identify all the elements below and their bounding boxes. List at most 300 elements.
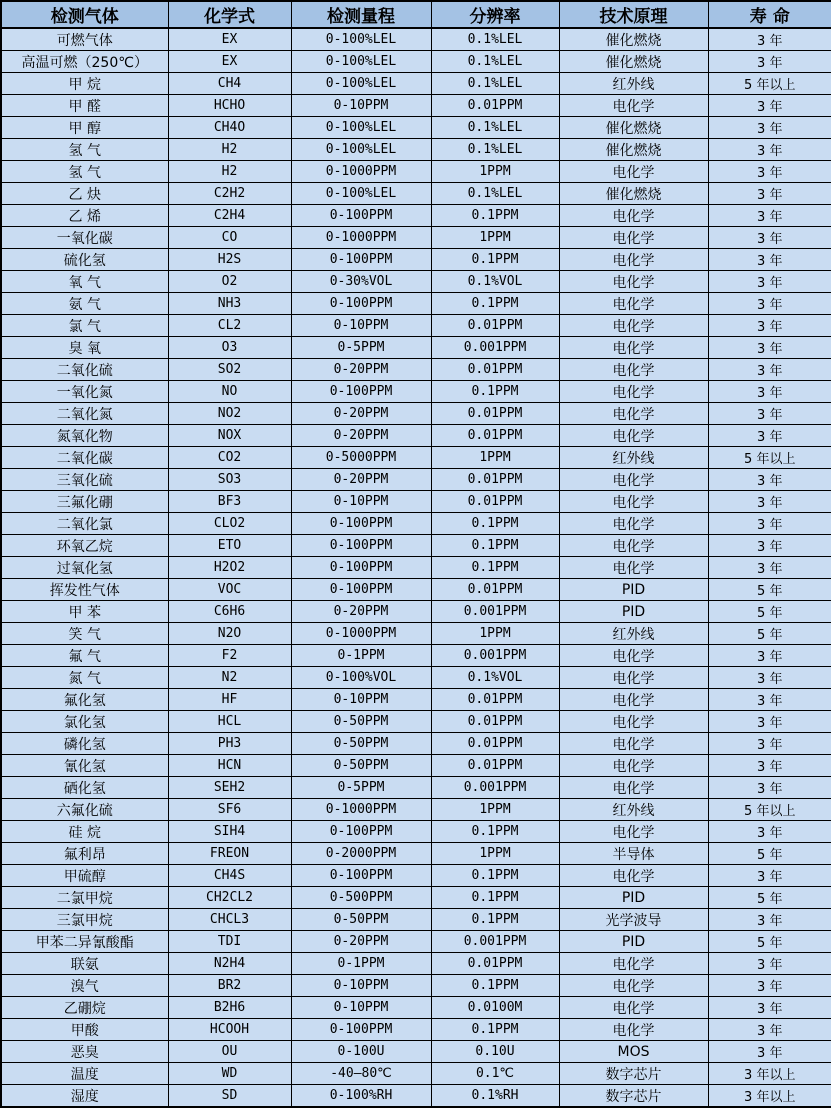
cell-resolution: 0.1%LEL bbox=[431, 183, 559, 205]
cell-gas-name: 过氧化氢 bbox=[1, 557, 168, 579]
cell-lifespan: 3 年 bbox=[708, 491, 831, 513]
cell-gas-name: 二氯甲烷 bbox=[1, 887, 168, 909]
cell-resolution: 0.1PPM bbox=[431, 821, 559, 843]
cell-chemical-formula: EX bbox=[168, 28, 291, 51]
cell-detection-range: 0-100PPM bbox=[291, 293, 431, 315]
cell-gas-name: 甲酸 bbox=[1, 1019, 168, 1041]
cell-technology: 电化学 bbox=[559, 469, 708, 491]
cell-chemical-formula: CO bbox=[168, 227, 291, 249]
cell-technology: 电化学 bbox=[559, 249, 708, 271]
cell-lifespan: 3 年 bbox=[708, 469, 831, 491]
table-row bbox=[1, 1085, 831, 1108]
table-row bbox=[1, 601, 831, 623]
cell-resolution: 1PPM bbox=[431, 799, 559, 821]
cell-technology: 电化学 bbox=[559, 667, 708, 689]
cell-technology: 半导体 bbox=[559, 843, 708, 865]
cell-technology: 红外线 bbox=[559, 799, 708, 821]
cell-detection-range: 0-100PPM bbox=[291, 381, 431, 403]
cell-lifespan: 5 年 bbox=[708, 601, 831, 623]
cell-resolution: 0.01PPM bbox=[431, 359, 559, 381]
cell-gas-name: 磷化氢 bbox=[1, 733, 168, 755]
table-row bbox=[1, 557, 831, 579]
cell-technology: 电化学 bbox=[559, 689, 708, 711]
cell-chemical-formula: NH3 bbox=[168, 293, 291, 315]
cell-detection-range: 0-100PPM bbox=[291, 1019, 431, 1041]
cell-technology: 电化学 bbox=[559, 381, 708, 403]
cell-gas-name: 三氟化硼 bbox=[1, 491, 168, 513]
cell-technology: 电化学 bbox=[559, 315, 708, 337]
table-row bbox=[1, 997, 831, 1019]
cell-detection-range: 0-5PPM bbox=[291, 337, 431, 359]
cell-gas-name: 甲 苯 bbox=[1, 601, 168, 623]
cell-resolution: 0.1%VOL bbox=[431, 271, 559, 293]
cell-gas-name: 二氧化碳 bbox=[1, 447, 168, 469]
table-row bbox=[1, 777, 831, 799]
cell-chemical-formula: HF bbox=[168, 689, 291, 711]
cell-lifespan: 3 年 bbox=[708, 909, 831, 931]
cell-resolution: 0.01PPM bbox=[431, 733, 559, 755]
table-row bbox=[1, 799, 831, 821]
cell-gas-name: 可燃气体 bbox=[1, 28, 168, 51]
cell-resolution: 1PPM bbox=[431, 227, 559, 249]
header-technology: 技术原理 bbox=[559, 1, 708, 28]
cell-technology: 电化学 bbox=[559, 95, 708, 117]
cell-chemical-formula: HCN bbox=[168, 755, 291, 777]
cell-lifespan: 3 年 bbox=[708, 271, 831, 293]
cell-resolution: 0.1%LEL bbox=[431, 51, 559, 73]
cell-resolution: 0.1%VOL bbox=[431, 667, 559, 689]
cell-chemical-formula: O3 bbox=[168, 337, 291, 359]
cell-gas-name: 溴气 bbox=[1, 975, 168, 997]
cell-gas-name: 甲 醇 bbox=[1, 117, 168, 139]
cell-resolution: 0.1PPM bbox=[431, 535, 559, 557]
table-row bbox=[1, 205, 831, 227]
cell-technology: 电化学 bbox=[559, 491, 708, 513]
cell-lifespan: 3 年 bbox=[708, 755, 831, 777]
cell-gas-name: 氰化氢 bbox=[1, 755, 168, 777]
cell-chemical-formula: CO2 bbox=[168, 447, 291, 469]
cell-gas-name: 三氯甲烷 bbox=[1, 909, 168, 931]
cell-technology: 电化学 bbox=[559, 557, 708, 579]
cell-chemical-formula: SIH4 bbox=[168, 821, 291, 843]
cell-technology: 电化学 bbox=[559, 337, 708, 359]
cell-detection-range: 0-10PPM bbox=[291, 491, 431, 513]
cell-resolution: 0.1%RH bbox=[431, 1085, 559, 1108]
cell-gas-name: 氟 气 bbox=[1, 645, 168, 667]
header-detection-range: 检测量程 bbox=[291, 1, 431, 28]
table-row bbox=[1, 51, 831, 73]
table-row bbox=[1, 28, 831, 51]
table-row bbox=[1, 161, 831, 183]
table-row bbox=[1, 337, 831, 359]
cell-detection-range: 0-10PPM bbox=[291, 689, 431, 711]
cell-detection-range: 0-100%LEL bbox=[291, 51, 431, 73]
cell-gas-name: 二氧化氯 bbox=[1, 513, 168, 535]
cell-technology: 光学波导 bbox=[559, 909, 708, 931]
cell-resolution: 0.01PPM bbox=[431, 469, 559, 491]
table-row bbox=[1, 821, 831, 843]
cell-detection-range: 0-100PPM bbox=[291, 865, 431, 887]
cell-gas-name: 湿度 bbox=[1, 1085, 168, 1108]
cell-lifespan: 3 年 bbox=[708, 777, 831, 799]
cell-resolution: 0.1PPM bbox=[431, 205, 559, 227]
table-row bbox=[1, 513, 831, 535]
cell-lifespan: 3 年 bbox=[708, 28, 831, 51]
cell-technology: 催化燃烧 bbox=[559, 117, 708, 139]
cell-technology: 电化学 bbox=[559, 711, 708, 733]
cell-technology: 数字芯片 bbox=[559, 1085, 708, 1108]
table-row bbox=[1, 645, 831, 667]
table-row bbox=[1, 865, 831, 887]
cell-chemical-formula: ETO bbox=[168, 535, 291, 557]
cell-detection-range: 0-30%VOL bbox=[291, 271, 431, 293]
cell-detection-range: 0-50PPM bbox=[291, 909, 431, 931]
cell-lifespan: 3 年 bbox=[708, 975, 831, 997]
cell-lifespan: 5 年以上 bbox=[708, 799, 831, 821]
cell-gas-name: 氯化氢 bbox=[1, 711, 168, 733]
cell-lifespan: 3 年 bbox=[708, 403, 831, 425]
cell-detection-range: 0-50PPM bbox=[291, 755, 431, 777]
cell-chemical-formula: B2H6 bbox=[168, 997, 291, 1019]
cell-chemical-formula: CH4S bbox=[168, 865, 291, 887]
cell-lifespan: 3 年 bbox=[708, 205, 831, 227]
cell-technology: 电化学 bbox=[559, 953, 708, 975]
cell-resolution: 0.10U bbox=[431, 1041, 559, 1063]
cell-technology: 红外线 bbox=[559, 623, 708, 645]
cell-resolution: 0.01PPM bbox=[431, 953, 559, 975]
cell-chemical-formula: H2 bbox=[168, 139, 291, 161]
cell-gas-name: 氧 气 bbox=[1, 271, 168, 293]
cell-chemical-formula: NOX bbox=[168, 425, 291, 447]
cell-technology: 电化学 bbox=[559, 755, 708, 777]
cell-lifespan: 3 年 bbox=[708, 667, 831, 689]
cell-gas-name: 甲 醛 bbox=[1, 95, 168, 117]
cell-chemical-formula: H2 bbox=[168, 161, 291, 183]
table-row bbox=[1, 535, 831, 557]
table-row bbox=[1, 293, 831, 315]
cell-chemical-formula: H2O2 bbox=[168, 557, 291, 579]
cell-lifespan: 3 年 bbox=[708, 953, 831, 975]
cell-detection-range: 0-100PPM bbox=[291, 821, 431, 843]
cell-resolution: 0.001PPM bbox=[431, 601, 559, 623]
cell-lifespan: 3 年 bbox=[708, 1019, 831, 1041]
cell-detection-range: 0-5000PPM bbox=[291, 447, 431, 469]
cell-technology: MOS bbox=[559, 1041, 708, 1063]
cell-gas-name: 三氧化硫 bbox=[1, 469, 168, 491]
cell-chemical-formula: NO2 bbox=[168, 403, 291, 425]
cell-gas-name: 乙 烯 bbox=[1, 205, 168, 227]
cell-lifespan: 3 年 bbox=[708, 997, 831, 1019]
cell-lifespan: 5 年以上 bbox=[708, 447, 831, 469]
cell-detection-range: 0-500PPM bbox=[291, 887, 431, 909]
cell-detection-range: 0-20PPM bbox=[291, 469, 431, 491]
cell-chemical-formula: CL2 bbox=[168, 315, 291, 337]
cell-chemical-formula: HCL bbox=[168, 711, 291, 733]
cell-technology: 电化学 bbox=[559, 403, 708, 425]
cell-chemical-formula: SO3 bbox=[168, 469, 291, 491]
cell-technology: 电化学 bbox=[559, 359, 708, 381]
cell-gas-name: 氟化氢 bbox=[1, 689, 168, 711]
table-row bbox=[1, 711, 831, 733]
cell-detection-range: 0-50PPM bbox=[291, 733, 431, 755]
table-row bbox=[1, 733, 831, 755]
cell-chemical-formula: SD bbox=[168, 1085, 291, 1108]
cell-resolution: 0.001PPM bbox=[431, 645, 559, 667]
table-row bbox=[1, 227, 831, 249]
cell-technology: PID bbox=[559, 601, 708, 623]
cell-technology: 电化学 bbox=[559, 733, 708, 755]
table-row bbox=[1, 953, 831, 975]
cell-lifespan: 5 年 bbox=[708, 931, 831, 953]
table-row bbox=[1, 909, 831, 931]
cell-technology: 电化学 bbox=[559, 975, 708, 997]
header-row bbox=[1, 1, 831, 28]
cell-gas-name: 环氧乙烷 bbox=[1, 535, 168, 557]
header-gas-name: 检测气体 bbox=[1, 1, 168, 28]
cell-gas-name: 甲 烷 bbox=[1, 73, 168, 95]
cell-gas-name: 氨 气 bbox=[1, 293, 168, 315]
cell-chemical-formula: CHCL3 bbox=[168, 909, 291, 931]
cell-resolution: 1PPM bbox=[431, 161, 559, 183]
cell-chemical-formula: HCOOH bbox=[168, 1019, 291, 1041]
cell-detection-range: 0-1000PPM bbox=[291, 161, 431, 183]
table-row bbox=[1, 1019, 831, 1041]
cell-chemical-formula: H2S bbox=[168, 249, 291, 271]
cell-lifespan: 3 年 bbox=[708, 315, 831, 337]
cell-technology: 电化学 bbox=[559, 777, 708, 799]
cell-technology: 红外线 bbox=[559, 73, 708, 95]
cell-resolution: 0.01PPM bbox=[431, 579, 559, 601]
cell-lifespan: 3 年以上 bbox=[708, 1085, 831, 1108]
cell-detection-range: 0-1PPM bbox=[291, 645, 431, 667]
cell-chemical-formula: CH4O bbox=[168, 117, 291, 139]
cell-gas-name: 一氧化碳 bbox=[1, 227, 168, 249]
cell-technology: 电化学 bbox=[559, 271, 708, 293]
cell-resolution: 0.1%LEL bbox=[431, 73, 559, 95]
cell-gas-name: 二氧化硫 bbox=[1, 359, 168, 381]
cell-technology: 催化燃烧 bbox=[559, 139, 708, 161]
cell-technology: 电化学 bbox=[559, 227, 708, 249]
cell-lifespan: 3 年 bbox=[708, 51, 831, 73]
cell-chemical-formula: C2H2 bbox=[168, 183, 291, 205]
cell-technology: 电化学 bbox=[559, 865, 708, 887]
cell-detection-range: 0-100%LEL bbox=[291, 183, 431, 205]
cell-chemical-formula: SEH2 bbox=[168, 777, 291, 799]
cell-lifespan: 3 年 bbox=[708, 293, 831, 315]
cell-detection-range: 0-10PPM bbox=[291, 975, 431, 997]
cell-detection-range: 0-1000PPM bbox=[291, 623, 431, 645]
cell-resolution: 0.1PPM bbox=[431, 909, 559, 931]
cell-gas-name: 乙 炔 bbox=[1, 183, 168, 205]
cell-resolution: 0.1%LEL bbox=[431, 28, 559, 51]
cell-lifespan: 3 年 bbox=[708, 733, 831, 755]
table-row bbox=[1, 315, 831, 337]
cell-chemical-formula: FREON bbox=[168, 843, 291, 865]
cell-technology: 催化燃烧 bbox=[559, 28, 708, 51]
cell-chemical-formula: BF3 bbox=[168, 491, 291, 513]
cell-resolution: 0.1PPM bbox=[431, 887, 559, 909]
cell-lifespan: 5 年以上 bbox=[708, 73, 831, 95]
cell-lifespan: 5 年 bbox=[708, 843, 831, 865]
cell-resolution: 0.1PPM bbox=[431, 1019, 559, 1041]
cell-detection-range: 0-100%LEL bbox=[291, 28, 431, 51]
cell-lifespan: 5 年 bbox=[708, 579, 831, 601]
cell-gas-name: 高温可燃（250℃） bbox=[1, 51, 168, 73]
table-row bbox=[1, 271, 831, 293]
cell-lifespan: 5 年 bbox=[708, 623, 831, 645]
cell-resolution: 0.1PPM bbox=[431, 249, 559, 271]
cell-technology: 电化学 bbox=[559, 293, 708, 315]
cell-resolution: 0.01PPM bbox=[431, 403, 559, 425]
cell-resolution: 0.1PPM bbox=[431, 381, 559, 403]
cell-gas-name: 挥发性气体 bbox=[1, 579, 168, 601]
cell-chemical-formula: CH4 bbox=[168, 73, 291, 95]
table-row bbox=[1, 755, 831, 777]
cell-lifespan: 3 年 bbox=[708, 381, 831, 403]
cell-detection-range: 0-1000PPM bbox=[291, 227, 431, 249]
cell-detection-range: 0-5PPM bbox=[291, 777, 431, 799]
cell-technology: 催化燃烧 bbox=[559, 51, 708, 73]
table-row bbox=[1, 381, 831, 403]
cell-gas-name: 硒化氢 bbox=[1, 777, 168, 799]
cell-gas-name: 甲苯二异氰酸酯 bbox=[1, 931, 168, 953]
cell-lifespan: 3 年 bbox=[708, 117, 831, 139]
cell-detection-range: 0-10PPM bbox=[291, 95, 431, 117]
cell-lifespan: 3 年 bbox=[708, 513, 831, 535]
cell-chemical-formula: SO2 bbox=[168, 359, 291, 381]
cell-resolution: 0.1PPM bbox=[431, 513, 559, 535]
cell-detection-range: 0-100U bbox=[291, 1041, 431, 1063]
cell-detection-range: 0-10PPM bbox=[291, 997, 431, 1019]
cell-detection-range: 0-10PPM bbox=[291, 315, 431, 337]
table-row bbox=[1, 623, 831, 645]
cell-lifespan: 3 年 bbox=[708, 865, 831, 887]
cell-technology: 红外线 bbox=[559, 447, 708, 469]
cell-detection-range: 0-100PPM bbox=[291, 535, 431, 557]
cell-technology: 电化学 bbox=[559, 1019, 708, 1041]
cell-chemical-formula: CLO2 bbox=[168, 513, 291, 535]
cell-lifespan: 3 年 bbox=[708, 425, 831, 447]
cell-detection-range: 0-100%LEL bbox=[291, 117, 431, 139]
cell-chemical-formula: O2 bbox=[168, 271, 291, 293]
cell-resolution: 0.0100M bbox=[431, 997, 559, 1019]
cell-detection-range: 0-20PPM bbox=[291, 425, 431, 447]
table-row bbox=[1, 931, 831, 953]
cell-chemical-formula: OU bbox=[168, 1041, 291, 1063]
cell-gas-name: 六氟化硫 bbox=[1, 799, 168, 821]
cell-gas-name: 臭 氧 bbox=[1, 337, 168, 359]
cell-chemical-formula: NO bbox=[168, 381, 291, 403]
cell-resolution: 0.01PPM bbox=[431, 689, 559, 711]
cell-detection-range: 0-100PPM bbox=[291, 579, 431, 601]
cell-resolution: 0.1PPM bbox=[431, 293, 559, 315]
cell-gas-name: 硫化氢 bbox=[1, 249, 168, 271]
cell-detection-range: 0-100PPM bbox=[291, 249, 431, 271]
cell-detection-range: 0-2000PPM bbox=[291, 843, 431, 865]
cell-resolution: 1PPM bbox=[431, 447, 559, 469]
cell-resolution: 0.01PPM bbox=[431, 755, 559, 777]
cell-technology: 电化学 bbox=[559, 425, 708, 447]
cell-lifespan: 3 年 bbox=[708, 249, 831, 271]
header-lifespan: 寿 命 bbox=[708, 1, 831, 28]
table-row bbox=[1, 975, 831, 997]
table-row bbox=[1, 579, 831, 601]
cell-technology: 电化学 bbox=[559, 513, 708, 535]
cell-resolution: 0.01PPM bbox=[431, 95, 559, 117]
cell-resolution: 0.1℃ bbox=[431, 1063, 559, 1085]
cell-detection-range: 0-100%LEL bbox=[291, 73, 431, 95]
cell-detection-range: 0-20PPM bbox=[291, 931, 431, 953]
cell-chemical-formula: EX bbox=[168, 51, 291, 73]
cell-resolution: 0.001PPM bbox=[431, 777, 559, 799]
table-row bbox=[1, 95, 831, 117]
header-chemical-formula: 化学式 bbox=[168, 1, 291, 28]
table-row bbox=[1, 139, 831, 161]
table-row bbox=[1, 359, 831, 381]
cell-technology: 电化学 bbox=[559, 535, 708, 557]
cell-gas-name: 氟利昂 bbox=[1, 843, 168, 865]
cell-gas-name: 氮 气 bbox=[1, 667, 168, 689]
cell-lifespan: 5 年 bbox=[708, 887, 831, 909]
cell-gas-name: 笑 气 bbox=[1, 623, 168, 645]
table-row bbox=[1, 117, 831, 139]
cell-chemical-formula: PH3 bbox=[168, 733, 291, 755]
cell-chemical-formula: BR2 bbox=[168, 975, 291, 997]
cell-resolution: 0.001PPM bbox=[431, 337, 559, 359]
cell-detection-range: 0-20PPM bbox=[291, 359, 431, 381]
cell-resolution: 0.1PPM bbox=[431, 557, 559, 579]
cell-chemical-formula: C2H4 bbox=[168, 205, 291, 227]
table-body bbox=[1, 28, 831, 1107]
cell-lifespan: 3 年 bbox=[708, 711, 831, 733]
cell-chemical-formula: C6H6 bbox=[168, 601, 291, 623]
cell-technology: 电化学 bbox=[559, 205, 708, 227]
cell-technology: 电化学 bbox=[559, 161, 708, 183]
cell-chemical-formula: SF6 bbox=[168, 799, 291, 821]
cell-gas-name: 氢 气 bbox=[1, 139, 168, 161]
cell-detection-range: 0-100PPM bbox=[291, 205, 431, 227]
cell-resolution: 0.001PPM bbox=[431, 931, 559, 953]
cell-detection-range: -40—80℃ bbox=[291, 1063, 431, 1085]
cell-technology: PID bbox=[559, 887, 708, 909]
cell-lifespan: 3 年 bbox=[708, 359, 831, 381]
cell-chemical-formula: N2 bbox=[168, 667, 291, 689]
table-row bbox=[1, 447, 831, 469]
cell-lifespan: 3 年 bbox=[708, 1041, 831, 1063]
cell-resolution: 0.1PPM bbox=[431, 865, 559, 887]
cell-technology: 数字芯片 bbox=[559, 1063, 708, 1085]
table-row bbox=[1, 249, 831, 271]
cell-resolution: 0.1PPM bbox=[431, 975, 559, 997]
table-row bbox=[1, 425, 831, 447]
cell-chemical-formula: WD bbox=[168, 1063, 291, 1085]
table-row bbox=[1, 491, 831, 513]
cell-technology: 电化学 bbox=[559, 821, 708, 843]
cell-gas-name: 乙硼烷 bbox=[1, 997, 168, 1019]
cell-technology: 电化学 bbox=[559, 645, 708, 667]
cell-resolution: 0.01PPM bbox=[431, 315, 559, 337]
cell-detection-range: 0-1PPM bbox=[291, 953, 431, 975]
cell-detection-range: 0-50PPM bbox=[291, 711, 431, 733]
cell-technology: PID bbox=[559, 931, 708, 953]
cell-chemical-formula: F2 bbox=[168, 645, 291, 667]
table-row bbox=[1, 183, 831, 205]
header-resolution: 分辨率 bbox=[431, 1, 559, 28]
cell-resolution: 0.01PPM bbox=[431, 711, 559, 733]
cell-technology: 电化学 bbox=[559, 997, 708, 1019]
cell-chemical-formula: HCHO bbox=[168, 95, 291, 117]
table-row bbox=[1, 469, 831, 491]
